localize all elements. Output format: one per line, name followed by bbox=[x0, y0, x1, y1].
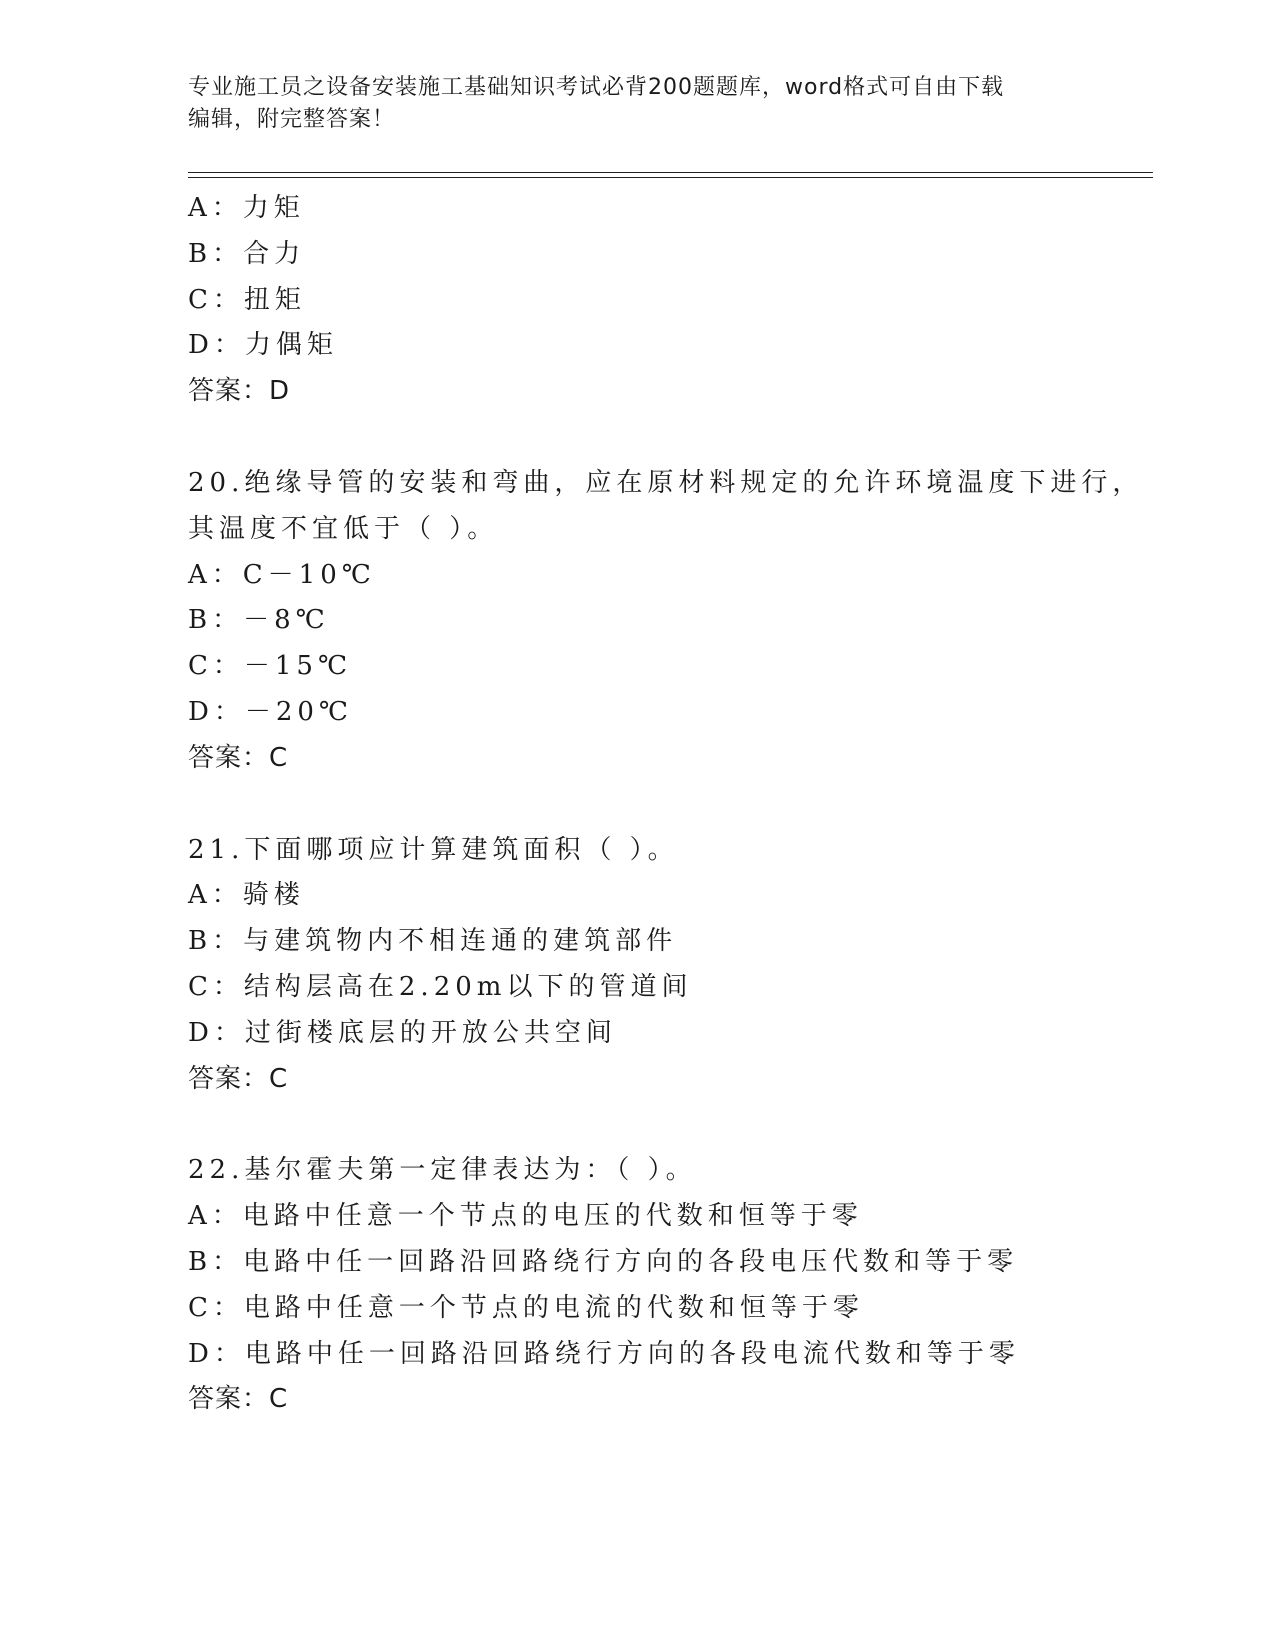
question-block-21 bbox=[188, 828, 1128, 1103]
option-c: C：电路中任意一个节点的电流的代数和恒等于零 bbox=[188, 1292, 864, 1323]
option-d: D：－20℃ bbox=[188, 696, 354, 727]
option-a: A：C－10℃ bbox=[188, 559, 376, 590]
option-d: D：电路中任一回路沿回路绕行方向的各段电流代数和等于零 bbox=[188, 1338, 1020, 1369]
option-b: B：合力 bbox=[188, 238, 306, 269]
question-text: 22.基尔霍夫第一定律表达为：（ ）。 bbox=[188, 1155, 697, 1186]
header-rule-top bbox=[188, 172, 1153, 173]
option-b: B：－8℃ bbox=[188, 605, 330, 636]
spacer bbox=[188, 782, 1128, 828]
answer-line: 答案：C bbox=[188, 1063, 289, 1094]
option-a: A：力矩 bbox=[188, 193, 305, 223]
option-b: B：与建筑物内不相连通的建筑部件 bbox=[188, 926, 678, 957]
header-rule-bottom bbox=[188, 177, 1153, 178]
question-block-22 bbox=[188, 1148, 1128, 1423]
answer-line: 答案：C bbox=[188, 742, 289, 773]
question-block-19 bbox=[188, 186, 1128, 415]
option-b: B：电路中任一回路沿回路绕行方向的各段电压代数和等于零 bbox=[188, 1246, 1019, 1277]
answer-line: 答案：D bbox=[188, 376, 291, 407]
document-header bbox=[188, 72, 1088, 136]
spacer bbox=[188, 1102, 1128, 1148]
header-line-1: 专业施工员之设备安装施工基础知识考试必背200题题库，word格式可自由下载 bbox=[188, 75, 1005, 100]
document-body bbox=[188, 186, 1144, 1423]
spacer bbox=[188, 415, 1128, 461]
question-block-20 bbox=[188, 461, 1144, 782]
question-text: 21.下面哪项应计算建筑面积（ ）。 bbox=[188, 834, 679, 865]
question-text-continued: 其温度不宜低于（ ）。 bbox=[188, 513, 499, 544]
option-d: D：力偶矩 bbox=[188, 330, 338, 361]
option-a: A：骑楼 bbox=[188, 880, 305, 911]
question-text: 20.绝缘导管的安装和弯曲，应在原材料规定的允许环境温度下进行， bbox=[188, 467, 1144, 498]
option-c: C：－15℃ bbox=[188, 651, 353, 682]
option-c: C：扭矩 bbox=[188, 284, 306, 315]
answer-line: 答案：C bbox=[188, 1384, 289, 1415]
option-c: C：结构层高在2.20m以下的管道间 bbox=[188, 971, 693, 1002]
option-a: A：电路中任意一个节点的电压的代数和恒等于零 bbox=[188, 1201, 863, 1232]
header-line-2: 编辑，附完整答案！ bbox=[188, 107, 396, 132]
option-d: D：过街楼底层的开放公共空间 bbox=[188, 1017, 617, 1048]
